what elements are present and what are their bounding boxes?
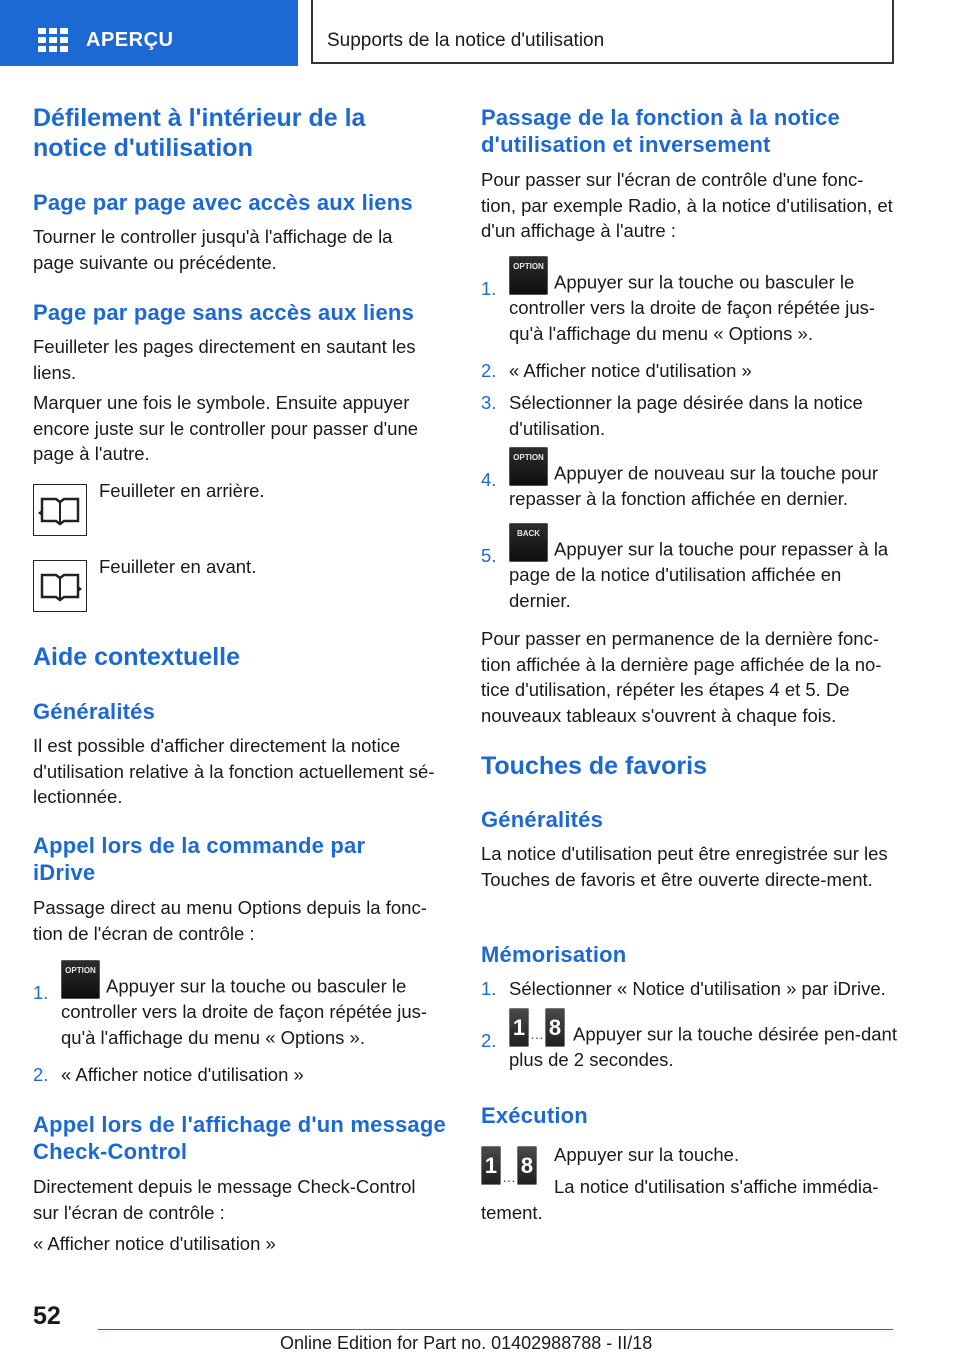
mem-step-2-number: 2. <box>481 1030 497 1051</box>
book-back-icon[interactable] <box>33 484 87 536</box>
para-sans-liens-1: Feuilleter les pages directement en sautant les liens. <box>33 336 416 383</box>
heading-aide-contextuelle: Aide contextuelle <box>33 643 240 671</box>
right-step-1-text: Appuyer sur la touche ou basculer le controller vers la droite de façon répétée jus-qu'à l'affichage du menu « Options ». <box>509 271 876 344</box>
heading-page-sans-liens: Page par page sans accès aux liens <box>33 300 415 325</box>
footer-edition: Online Edition for Part no. 01402988788 - II/18 <box>280 1333 653 1353</box>
right-step-5-text: Appuyer sur la touche pour repasser à la page de la notice d'utilisation affichée en dernier. <box>509 538 889 611</box>
right-step-1 <box>509 256 899 346</box>
favorite-key-8-icon: 8 <box>545 1008 565 1047</box>
heading-execution: Exécution <box>481 1103 588 1128</box>
right-step-1-number: 1. <box>481 278 497 299</box>
left-step-1 <box>61 960 446 1050</box>
heading-passage: Passage de la fonction à la notice d'utilisation et inversement <box>481 105 840 157</box>
para-page-avec-liens: Tourner le controller jusqu'à l'affichage de la page suivante ou précédente. <box>33 226 393 273</box>
left-step-2-text: « Afficher notice d'utilisation » <box>61 1064 304 1085</box>
option-button-icon: OPTION <box>61 960 100 999</box>
option-button-icon: OPTION <box>509 256 548 295</box>
left-step-1-text: Appuyer sur la touche ou basculer le controller vers la droite de façon répétée jus-qu'à l'affichage du menu « Options ». <box>61 975 428 1048</box>
tab-supports-label: Supports de la notice d'utilisation <box>327 30 605 51</box>
heading-memorisation: Mémorisation <box>481 942 627 967</box>
right-step-3-number: 3. <box>481 392 497 413</box>
right-step-4-text: Appuyer de nouveau sur la touche pour repasser à la fonction affichée en dernier. <box>509 462 878 509</box>
right-step-3-text: Sélectionner la page désirée dans la notice d'utilisation. <box>509 392 863 439</box>
heading-appel-check-control: Appel lors de l'affichage d'un message Check-Control <box>33 1112 446 1164</box>
right-step-5-number: 5. <box>481 545 497 566</box>
tab-apercu-label: APERÇU <box>86 29 174 51</box>
right-step-4 <box>509 447 901 512</box>
header <box>0 0 960 66</box>
para-check-2: « Afficher notice d'utilisation » <box>33 1233 276 1254</box>
book-forward-label: Feuilleter en avant. <box>99 556 257 577</box>
heading-generalites: Généralités <box>33 699 156 724</box>
para-exec-2: La notice d'utilisation s'affiche immédia-tement. <box>481 1176 879 1223</box>
heading-touches-favoris: Touches de favoris <box>481 752 707 780</box>
right-step-4-number: 4. <box>481 469 497 490</box>
favorite-key-1-icon: 1 <box>509 1008 529 1047</box>
heading-page-avec-liens: Page par page avec accès aux liens <box>33 190 413 215</box>
para-generalites: Il est possible d'afficher directement la notice d'utilisation relative à la fonction actuellement sé-lectionnée. <box>33 735 435 807</box>
back-button-icon: BACK <box>509 523 548 562</box>
tab-apercu[interactable] <box>0 0 298 66</box>
heading-appel-idrive: Appel lors de la commande par iDrive <box>33 833 366 885</box>
book-forward-icon[interactable] <box>33 560 87 612</box>
mem-step-2: 1 … 8 Appuyer sur la touche désirée pen-dant plus de 2 secondes. <box>509 1008 899 1073</box>
para-exec-1: Appuyer sur la touche. <box>554 1144 740 1165</box>
para-permanence: Pour passer en permanence de la dernière fonc-tion affichée à la dernière page affichée de la no-tice d'utilisation, répéter les étapes 4 et 5. De nouveaux tableaux s'ouvrent à chaque fois. <box>481 628 882 726</box>
right-step-2-text: « Afficher notice d'utilisation » <box>509 360 752 381</box>
left-step-2-number: 2. <box>33 1064 49 1085</box>
para-generalites-right: La notice d'utilisation peut être enregistrée sur les Touches de favoris et être ouverte directe-ment. <box>481 843 888 890</box>
para-check-1: Directement depuis le message Check-Control sur l'écran de contrôle : <box>33 1176 416 1223</box>
heading-generalites-right: Généralités <box>481 807 604 832</box>
option-button-icon: OPTION <box>509 447 548 486</box>
para-appel-idrive: Passage direct au menu Options depuis la fonc-tion de l'écran de contrôle : <box>33 897 427 944</box>
mem-step-1-text: Sélectionner « Notice d'utilisation » par iDrive. <box>509 978 886 999</box>
mem-step-1-number: 1. <box>481 978 497 999</box>
favorite-keys-icon: 1 … 8 <box>481 1146 543 1185</box>
grid-icon <box>38 28 68 52</box>
right-step-2-number: 2. <box>481 360 497 381</box>
mem-step-2-text: Appuyer sur la touche désirée pen-dant plus de 2 secondes. <box>509 1023 897 1070</box>
heading-defilement: Défilement à l'intérieur de la notice d'utilisation <box>33 104 366 162</box>
para-passage: Pour passer sur l'écran de contrôle d'une fonc-tion, par exemple Radio, à la notice d'utilisation, et d'un affichage à l'autre : <box>481 169 893 241</box>
left-step-1-number: 1. <box>33 982 49 1003</box>
footer-divider <box>98 1329 893 1330</box>
book-back-label: Feuilleter en arrière. <box>99 480 265 501</box>
tab-supports[interactable] <box>311 0 894 64</box>
right-step-5 <box>509 523 899 613</box>
para-sans-liens-2: Marquer une fois le symbole. Ensuite appuyer encore juste sur le controller pour passer d'une page à l'autre. <box>33 392 419 464</box>
page-number: 52 <box>33 1302 61 1330</box>
